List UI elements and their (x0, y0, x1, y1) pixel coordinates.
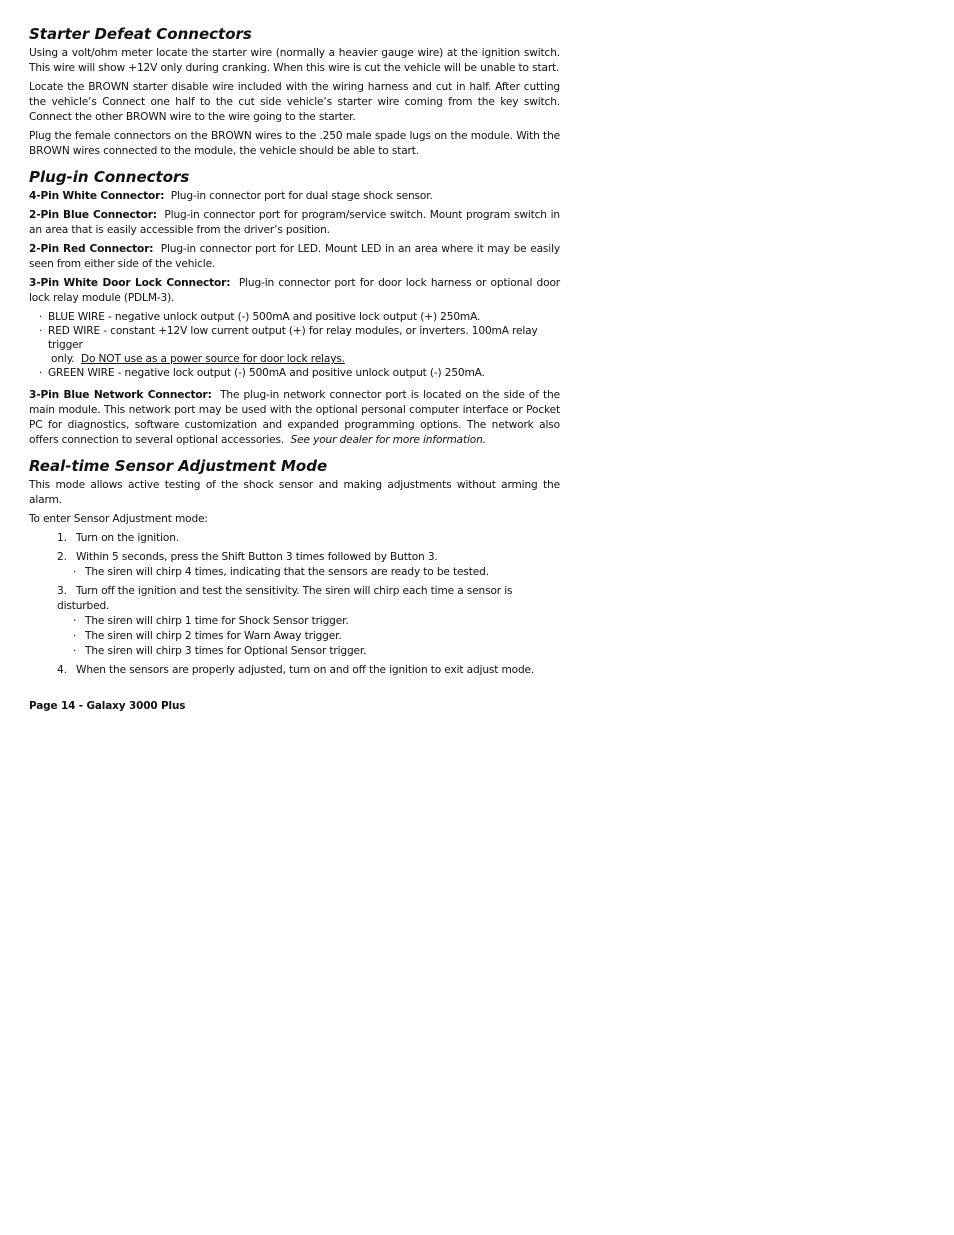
connector-3pin-blue-network (29, 388, 560, 448)
heading-plug-in-connectors: Plug-in Connectors (29, 168, 190, 186)
step-note: · The siren will chirp 1 time for Shock Sensor trigger. (73, 614, 560, 629)
connector-term: 2-Pin Red Connector: (29, 243, 154, 255)
connector-term: 3-Pin White Door Lock Connector: (29, 277, 231, 289)
wire-blue: · BLUE WIRE - negative unlock output (-) 500mA and positive lock output (+) 250mA. (39, 310, 560, 324)
starter-paragraph-3: Plug the female connectors on the BROWN wires to the .250 male spade lugs on the module. With the BROWN wires connected to the module, the vehicle should be able to start. (29, 130, 560, 157)
wire-green: · GREEN WIRE - negative lock output (-) 500mA and positive unlock output (-) 250mA. (39, 366, 560, 380)
starter-paragraph-1: Using a volt/ohm meter locate the starter wire (normally a heavier gauge wire) at the ignition switch. This wire will show +12V only during cranking. When this wire is cut the vehicle will be unable to start. (29, 47, 560, 74)
step-note: · The siren will chirp 2 times for Warn Away trigger. (73, 629, 560, 644)
connector-description: Plug-in connector port for LED. Mount LED in an area where it may be easily seen from either side of the vehicle. (29, 243, 560, 270)
step-note: · The siren will chirp 4 times, indicating that the sensors are ready to be tested. (73, 565, 560, 580)
connector-description: The plug-in network connector port is located on the side of the main module. This network port may be used with the optional personal computer interface or Pocket PC for diagnostics, software customization and expanded programming options. The network also offers connection to several optional accessories. (29, 389, 560, 446)
wire-red-only: only. (51, 353, 75, 365)
door-lock-wire-list (29, 310, 560, 380)
connector-description: Plug-in connector port for dual stage shock sensor. (170, 190, 433, 202)
connector-term: 4-Pin White Connector: (29, 190, 165, 202)
page-footer: Page 14 - Galaxy 3000 Plus (29, 700, 186, 712)
heading-sensor-adjustment: Real-time Sensor Adjustment Mode (29, 457, 328, 475)
wire-red (39, 324, 560, 366)
step-number: 4. (57, 664, 67, 676)
connector-3pin-white-door-lock (29, 276, 560, 306)
step-3 (57, 584, 560, 659)
connector-term: 3-Pin Blue Network Connector: (29, 389, 212, 401)
step-3-notes (57, 614, 560, 659)
step-note: · The siren will chirp 3 times for Optional Sensor trigger. (73, 644, 560, 659)
connector-description: Plug-in connector port for program/service switch. Mount program switch in an area that is easily accessible from the driver’s position. (29, 209, 560, 236)
step-text: When the sensors are properly adjusted, turn on and off the ignition to exit adjust mode. (76, 664, 535, 676)
step-text: Turn on the ignition. (76, 532, 179, 544)
step-text: Turn off the ignition and test the sensitivity. The siren will chirp each time a sensor is disturbed. (57, 585, 513, 612)
sensor-enter-mode: To enter Sensor Adjustment mode: (29, 513, 208, 525)
document-page (29, 24, 560, 682)
step-2-notes (57, 565, 560, 580)
step-number: 1. (57, 532, 67, 544)
connector-4pin-white (29, 189, 560, 204)
wire-red-continuation (48, 352, 560, 366)
sensor-intro: This mode allows active testing of the shock sensor and making adjustments without arming the alarm. (29, 479, 560, 506)
heading-starter-defeat: Starter Defeat Connectors (29, 25, 252, 43)
connector-term: 2-Pin Blue Connector: (29, 209, 157, 221)
step-1 (57, 531, 560, 546)
wire-red-text: RED WIRE - constant +12V low current output (+) for relay modules, or inverters. 100mA relay trigger (48, 325, 538, 351)
step-number: 3. (57, 585, 67, 597)
step-number: 2. (57, 551, 67, 563)
connector-2pin-blue (29, 208, 560, 238)
connector-description: Plug-in connector port for door lock harness or optional door lock relay module (PDLM-3). (29, 277, 560, 304)
sensor-steps-list (29, 531, 560, 678)
step-2 (57, 550, 560, 580)
connector-2pin-red (29, 242, 560, 272)
dealer-note: See your dealer for more information. (290, 434, 486, 446)
wire-red-warning: Do NOT use as a power source for door lock relays. (80, 353, 345, 365)
step-text: Within 5 seconds, press the Shift Button 3 times followed by Button 3. (76, 551, 438, 563)
step-4 (57, 663, 560, 678)
starter-paragraph-2: Locate the BROWN starter disable wire included with the wiring harness and cut in half. After cutting the vehicle’s Connect one half to the cut side vehicle’s starter wire coming from the key switch. Connect the other BROWN wire to the wire going to the starter. (29, 81, 560, 123)
